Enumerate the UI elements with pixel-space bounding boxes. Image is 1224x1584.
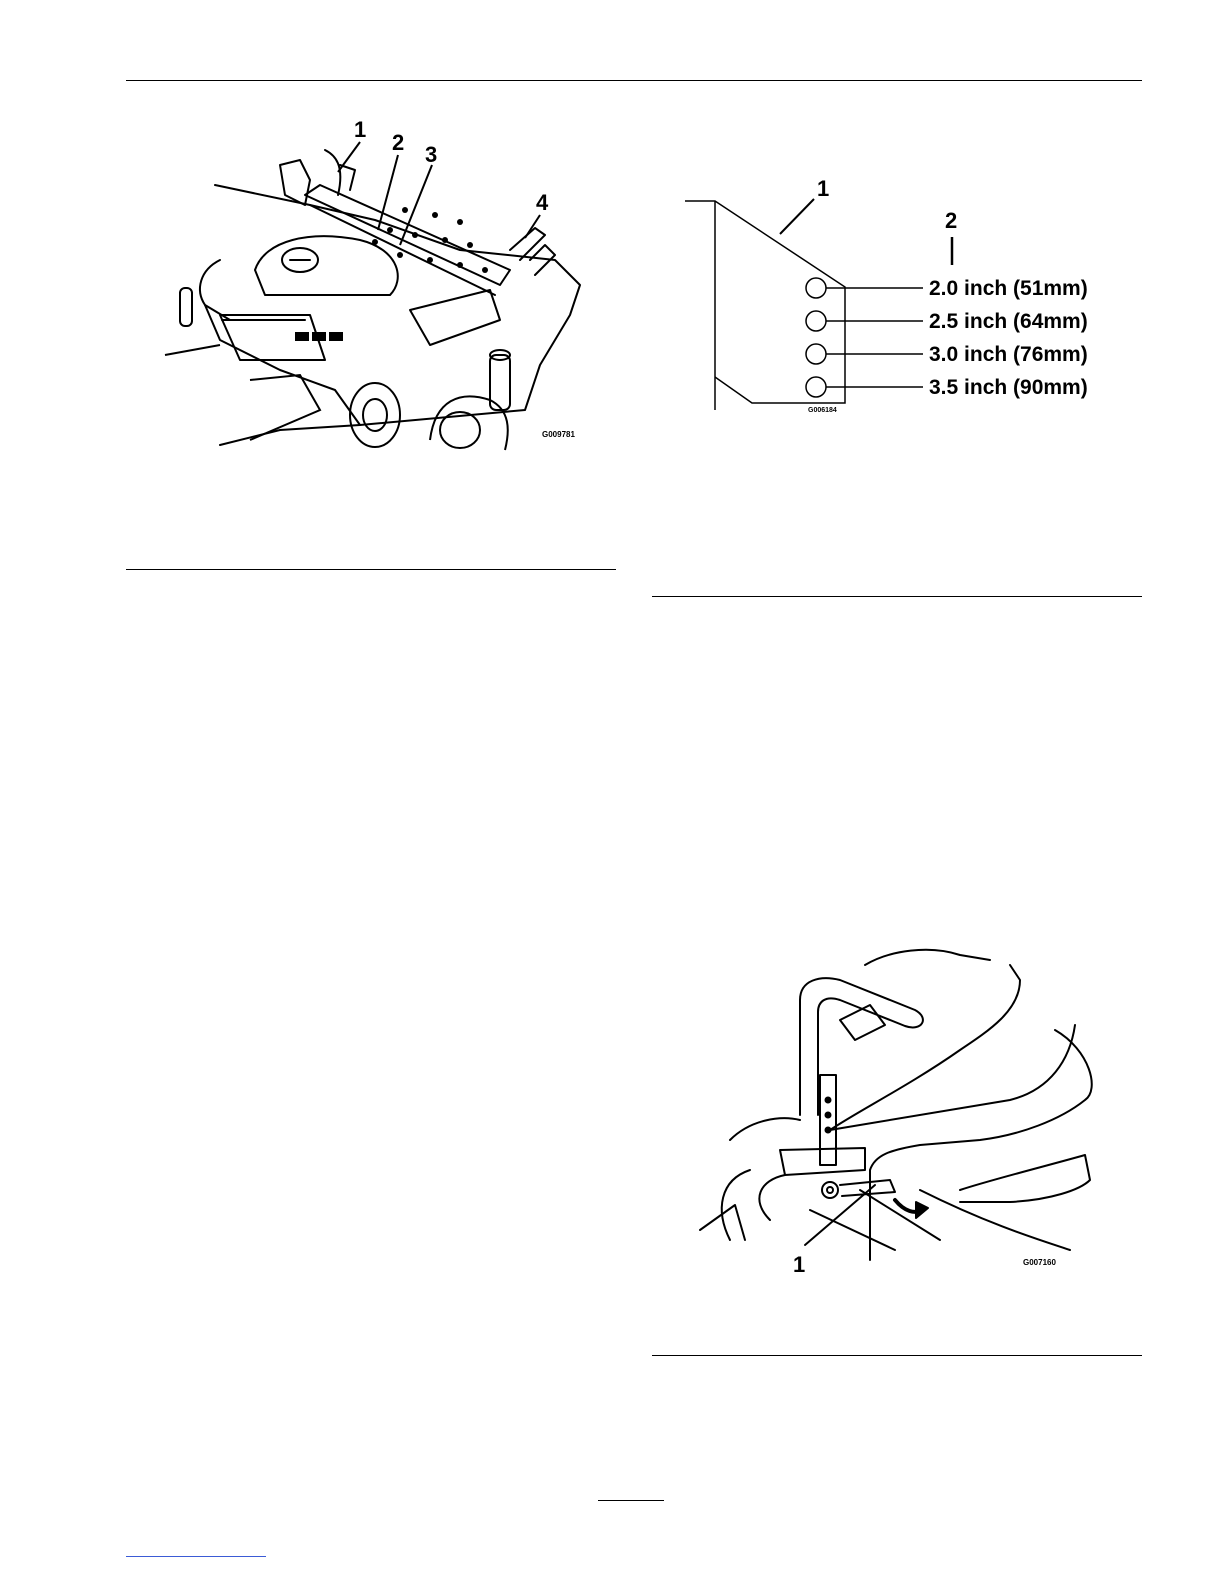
- header-rule: [126, 80, 1142, 81]
- deck-callout-3: 3: [425, 142, 438, 167]
- left-column-rule: [126, 569, 616, 570]
- height-setting-1: 2.0 inch (51mm): [929, 277, 1088, 300]
- chart-part-number: G006184: [808, 407, 837, 414]
- deck-part-number: G009781: [542, 430, 575, 439]
- lever-figure: [690, 940, 1110, 1280]
- right-column-rule-top: [652, 596, 1142, 597]
- lever-illustration: [690, 940, 1110, 1280]
- chart-callout-1: 1: [817, 176, 830, 201]
- height-hole-2: [806, 311, 826, 331]
- deck-callout-4: 4: [536, 190, 549, 215]
- height-setting-4: 3.5 inch (90mm): [929, 376, 1088, 399]
- lever-part-number: G007160: [1023, 1258, 1056, 1267]
- height-hole-4: [806, 377, 826, 397]
- lever-callout-1: 1: [793, 1252, 806, 1277]
- deck-callout-2: 2: [392, 130, 405, 155]
- height-of-cut-chart: [680, 170, 1140, 430]
- mower-deck-figure: [160, 110, 590, 450]
- footer-link-underline: [126, 1556, 266, 1557]
- height-of-cut-figure: [680, 170, 1140, 430]
- height-hole-3: [806, 344, 826, 364]
- deck-callout-1: 1: [354, 117, 367, 142]
- footer-rule: [598, 1500, 664, 1501]
- height-setting-2: 2.5 inch (64mm): [929, 310, 1088, 333]
- mower-deck-illustration: [160, 110, 590, 450]
- right-column-rule-bottom: [652, 1355, 1142, 1356]
- chart-callout-2: 2: [945, 208, 958, 233]
- height-hole-1: [806, 278, 826, 298]
- height-setting-3: 3.0 inch (76mm): [929, 343, 1088, 366]
